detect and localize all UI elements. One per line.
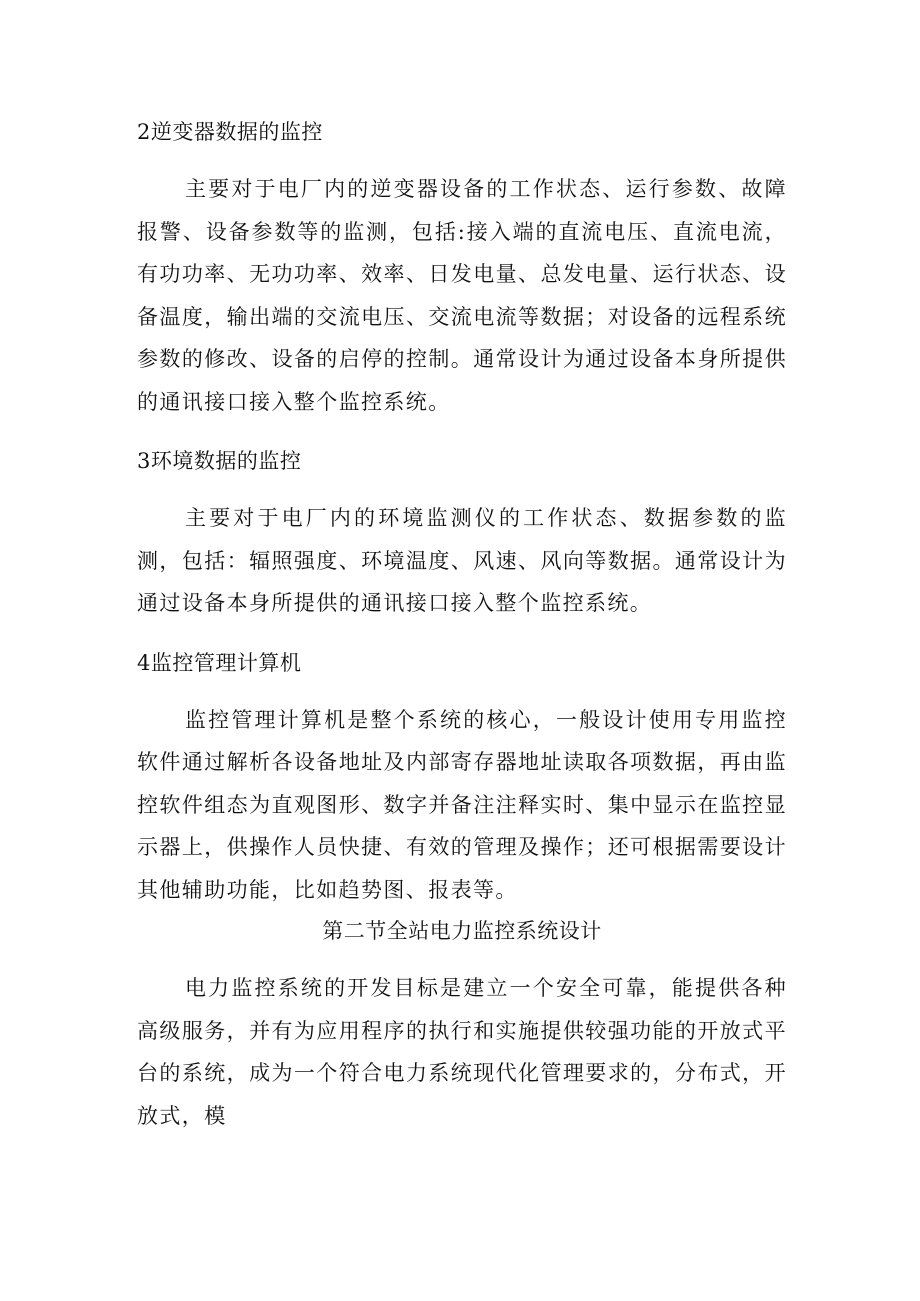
paragraph-environment-monitoring: 主要对于电厂内的环境监测仪的工作状态、数据参数的监测，包括：辐照强度、环境温度、风速、风向等数据。通常设计为通过设备本身所提供的通讯接口接入整个监控系统。 bbox=[137, 506, 787, 615]
section-title: 第二节全站电力监控系统设计 bbox=[322, 919, 602, 943]
document-body bbox=[137, 112, 787, 1137]
paragraph-inverter-monitoring: 主要对于电厂内的逆变器设备的工作状态、运行参数、故障报警、设备参数等的监测，包括:接入端的直流电压、直流电流，有功功率、无功功率、效率、日发电量、总发电量、运行状态、设备温度，输出端的交流电压、交流电流等数据；对设备的远程系统参数的修改、设备的启停的控制。通常设计为通过设备本身所提供的通讯接口接入整个监控系统。 bbox=[137, 177, 787, 414]
heading-monitoring-computer: 4监控管理计算机 bbox=[137, 650, 302, 675]
paragraph-monitoring-computer: 监控管理计算机是整个系统的核心，一般设计使用专用监控软件通过解析各设备地址及内部寄存器地址读取各项数据，再由监控软件组态为直观图形、数字并备注注释实时、集中显示在监控显示器上，供操作人员快捷、有效的管理及操作；还可根据需要设计其他辅助功能，比如趋势图、报表等。 bbox=[137, 707, 787, 902]
heading-inverter-monitoring: 2逆变器数据的监控 bbox=[137, 120, 323, 144]
paragraph-power-monitoring-goal: 电力监控系统的开发目标是建立一个安全可靠，能提供各种高级服务，并有为应用程序的执行和实施提供较强功能的开放式平台的系统，成为一个符合电力系统现代化管理要求的，分布式，开放式，模 bbox=[137, 976, 787, 1128]
heading-environment-monitoring: 3环境数据的监控 bbox=[137, 449, 302, 473]
